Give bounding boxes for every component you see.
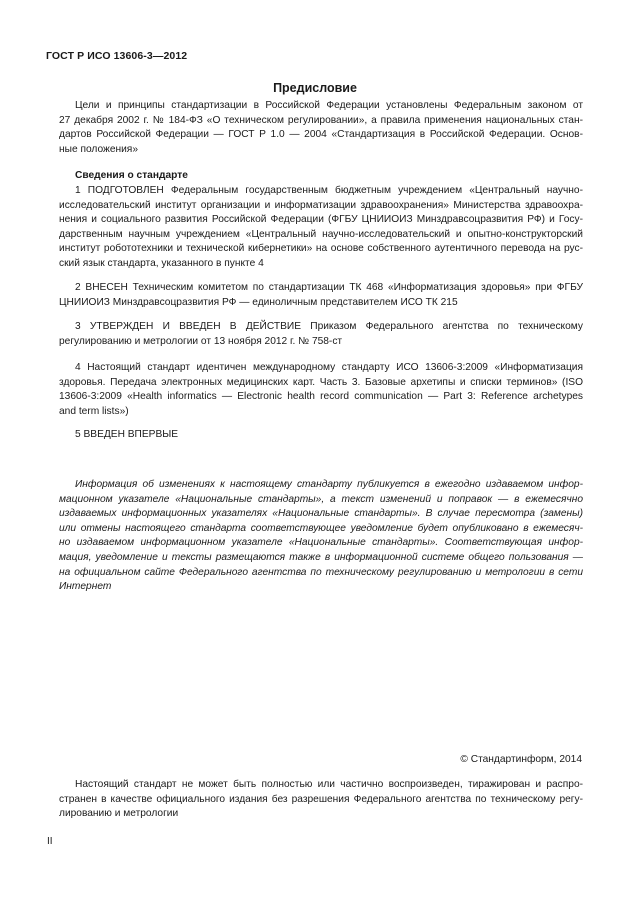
reproduction-line: лированию и метрологии — [59, 808, 179, 820]
copyright-notice: © Стандартинформ, 2014 — [460, 754, 582, 765]
page-number: II — [47, 836, 53, 847]
section-subtitle: Сведения о стандарте — [75, 170, 188, 181]
item-line: регулированию и метрологии от 13 ноября 2012 г. № 758-ст — [59, 335, 343, 347]
item-line: исследовательский институт организации и информатизации здравоохранения» Министерства здравоохра- — [59, 199, 583, 211]
document-code: ГОСТ Р ИСО 13606-3—2012 — [46, 50, 188, 62]
notice-line: мационном указателе «Национальные стандарты», а текст изменений и поправок — в ежемесячно — [59, 493, 583, 505]
notice-line: Информация об изменениях к настоящему стандарту публикуется в ежегодно издаваемом инфор- — [75, 479, 583, 490]
intro-line: дартов Российской Федерации — ГОСТ Р 1.0 — 2004 «Стандартизация в Российской Федерации. Основ- — [59, 129, 583, 141]
item-line: 4 Настоящий стандарт идентичен международному стандарту ИСО 13606-3:2009 «Информатизация — [75, 362, 583, 373]
notice-line: мация, уведомление и тексты размещаются также в информационной системе общего пользования — — [59, 551, 583, 563]
item-2-paragraph — [59, 281, 583, 310]
item-line: and term lists») — [59, 405, 129, 417]
page-title: Предисловие — [273, 81, 357, 95]
notice-line: или отмены настоящего стандарта соответствующее уведомление будет опубликовано в ежемесяч- — [59, 522, 583, 534]
item-line: здоровья. Передача электронных медицинских карт. Часть 3. Базовые архетипы и списки терминов» (ISO — [59, 376, 583, 388]
item-5-paragraph — [59, 428, 583, 443]
notice-line: Интернет — [59, 581, 112, 593]
item-line: нения и социального развития Российской Федерации (ФГБУ ЦНИИОИЗ Минздравсоцразвития РФ) и Госу- — [59, 214, 583, 226]
item-line: 3 УТВЕРЖДЕН И ВВЕДЕН В ДЕЙСТВИЕ Приказом Федерального агентства по техническому — [75, 321, 583, 332]
item-line: дарственным научным учреждением «Центральный научно-исследовательский и опытно-конструкторский — [59, 228, 583, 240]
item-1-paragraph — [59, 184, 583, 272]
item-line: 2 ВНЕСЕН Техническим комитетом по стандартизации ТК 468 «Информатизация здоровья» при ФГБУ — [75, 282, 583, 293]
item-line: 5 ВВЕДЕН ВПЕРВЫЕ — [75, 429, 179, 440]
notice-line: но издаваемом информационном указателе «Национальные стандарты». Соответствующая инфор- — [59, 537, 583, 549]
reproduction-paragraph — [59, 778, 583, 822]
reproduction-line: странен в качестве официального издания без разрешения Федерального агентства по техническому регу- — [59, 793, 583, 805]
notice-line: издаваемых информационных указателях «Национальные стандарты». В случае пересмотра (замены) — [59, 508, 583, 520]
intro-paragraph — [59, 99, 583, 157]
item-3-paragraph — [59, 320, 583, 349]
item-line: 1 ПОДГОТОВЛЕН Федеральным государственным бюджетным учреждением «Центральный научно- — [75, 185, 583, 196]
intro-line: ные положения» — [59, 143, 138, 155]
intro-line: Цели и принципы стандартизации в Российской Федерации установлены Федеральным законом от — [75, 100, 583, 111]
notice-paragraph — [59, 478, 583, 595]
item-line: ский язык стандарта, указанного в пункте 4 — [59, 257, 264, 269]
item-line: ЦНИИОИЗ Минздравсоцразвития РФ — единоличным представителем ИСО ТК 215 — [59, 296, 458, 308]
reproduction-line: Настоящий стандарт не может быть полностью или частично воспроизведен, тиражирован и распро- — [75, 779, 583, 790]
item-line: институт робототехники и технической кибернетики» на основе собственного аутентичного перевода на рус- — [59, 243, 583, 255]
notice-line: на официальном сайте Федерального агентства по техническому регулированию и метрологии в сети — [59, 566, 583, 578]
intro-line: 27 декабря 2002 г. № 184-ФЗ «О техническом регулировании», а правила применения национальных стан- — [59, 114, 583, 126]
item-line: 13606-3:2009 «Health informatics — Electronic health record communication — Part 3: Reference archetypes — [59, 391, 583, 403]
item-4-paragraph — [59, 361, 583, 419]
